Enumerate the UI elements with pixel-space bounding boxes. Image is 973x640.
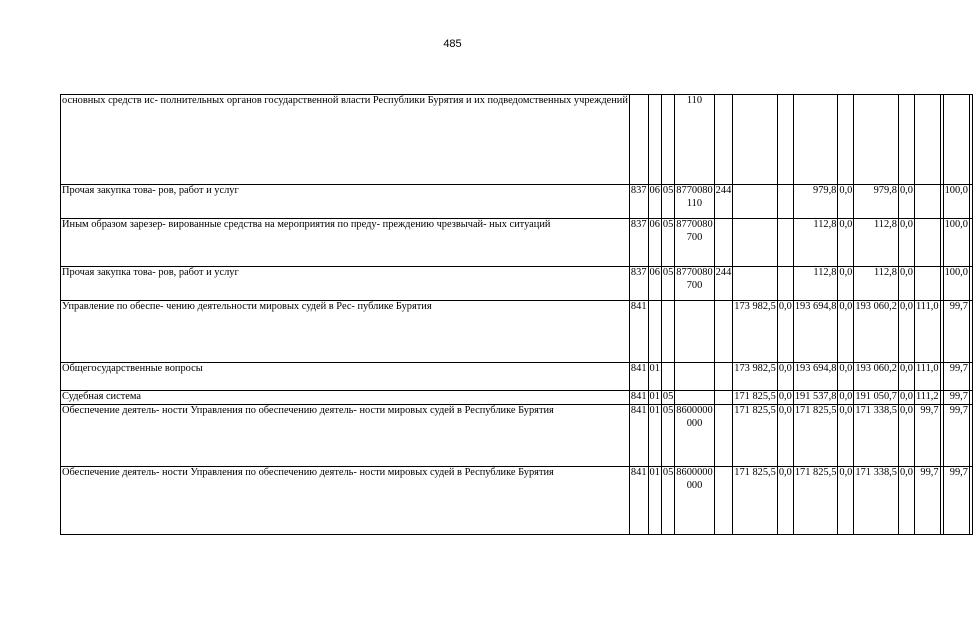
table-row <box>61 219 973 267</box>
empty-cell <box>969 185 972 219</box>
value-cell <box>898 219 914 267</box>
value-cell <box>777 391 793 405</box>
percent-cell <box>914 185 940 219</box>
percent-cell <box>914 267 940 301</box>
expense-type-cell <box>714 219 733 267</box>
value-text: 0,0 <box>839 391 853 402</box>
subsection-code-text: 05 <box>662 467 674 478</box>
value-cell <box>838 391 854 405</box>
value-text: 979,8 <box>873 185 897 196</box>
percent-text: 99,7 <box>949 301 968 312</box>
value-cell <box>854 467 899 535</box>
value-cell <box>777 467 793 535</box>
percent-cell <box>914 301 940 363</box>
value-text: 171 825,5 <box>794 467 837 478</box>
percent-text: 111,0 <box>915 301 939 312</box>
item-name-text: Прочая закупка това- ров, работ и услуг <box>62 185 239 196</box>
value-text: 0,0 <box>899 467 913 478</box>
target-article-cell <box>675 95 714 185</box>
ministry-code-cell <box>629 391 648 405</box>
table-row <box>61 301 973 363</box>
target-article-cell <box>675 185 714 219</box>
value-cell <box>777 267 793 301</box>
subsection-code-cell <box>661 405 674 467</box>
ministry-code-cell <box>629 363 648 391</box>
value-cell <box>854 95 899 185</box>
value-cell <box>854 391 899 405</box>
value-cell <box>838 405 854 467</box>
item-name-cell <box>61 267 630 301</box>
section-code-text: 06 <box>649 267 660 278</box>
value-text: 112,8 <box>813 267 837 278</box>
section-code-cell <box>648 95 661 185</box>
target-article-main: 8770080 <box>676 185 713 196</box>
ministry-code-text: 841 <box>630 405 647 416</box>
percent-text: 111,2 <box>915 391 939 402</box>
value-text: 979,8 <box>813 185 837 196</box>
percent-cell <box>914 363 940 391</box>
item-name-cell <box>61 405 630 467</box>
value-cell <box>898 185 914 219</box>
empty-cell <box>969 219 972 267</box>
value-text: 0,0 <box>778 301 792 312</box>
value-text: 0,0 <box>778 363 792 374</box>
value-cell <box>777 363 793 391</box>
percent-cell <box>943 363 969 391</box>
value-cell <box>733 363 778 391</box>
percent-text: 99,7 <box>920 467 939 478</box>
value-text: 0,0 <box>899 363 913 374</box>
percent-cell <box>914 467 940 535</box>
percent-text: 99,7 <box>949 363 968 374</box>
item-name-text: Управление по обеспе- чению деятельности мировых судей в Рес- публике Бурятия <box>62 301 432 312</box>
target-article-cell <box>675 219 714 267</box>
value-cell <box>777 405 793 467</box>
target-article-suffix: 700 <box>686 231 703 243</box>
empty-cell <box>969 405 972 467</box>
percent-text: 100,0 <box>944 185 968 196</box>
target-article-suffix: 700 <box>686 279 703 291</box>
percent-text: 99,7 <box>920 405 939 416</box>
section-code-cell <box>648 219 661 267</box>
section-code-text: 01 <box>649 391 660 402</box>
empty-cell <box>969 301 972 363</box>
value-cell <box>777 95 793 185</box>
subsection-code-cell <box>661 391 674 405</box>
item-name-cell <box>61 391 630 405</box>
percent-text: 99,7 <box>949 405 968 416</box>
expense-type-cell <box>714 267 733 301</box>
expense-type-cell <box>714 95 733 185</box>
table-row <box>61 405 973 467</box>
expense-type-text: 244 <box>715 267 732 278</box>
item-name-cell <box>61 301 630 363</box>
subsection-code-text: 05 <box>662 391 674 402</box>
ministry-code-text: 841 <box>630 363 647 374</box>
subsection-code-cell <box>661 467 674 535</box>
value-text: 0,0 <box>899 405 913 416</box>
value-text: 0,0 <box>778 391 792 402</box>
value-cell <box>793 405 838 467</box>
value-text: 173 982,5 <box>734 301 776 312</box>
subsection-code-cell <box>661 267 674 301</box>
value-text: 0,0 <box>899 391 913 402</box>
subsection-code-text: 05 <box>662 267 674 278</box>
value-text: 171 338,5 <box>855 467 897 478</box>
item-name-cell <box>61 363 630 391</box>
percent-text: 100,0 <box>944 267 968 278</box>
value-cell <box>733 95 778 185</box>
expense-type-cell <box>714 405 733 467</box>
percent-cell <box>943 301 969 363</box>
target-article-cell <box>675 301 714 363</box>
value-cell <box>733 219 778 267</box>
value-cell <box>854 405 899 467</box>
target-article-suffix: 110 <box>686 95 703 106</box>
ministry-code-cell <box>629 219 648 267</box>
percent-text: 99,7 <box>949 467 968 478</box>
item-name-text: Прочая закупка това- ров, работ и услуг <box>62 267 239 278</box>
value-cell <box>898 363 914 391</box>
value-cell <box>838 467 854 535</box>
subsection-code-cell <box>661 219 674 267</box>
subsection-code-cell <box>661 301 674 363</box>
percent-cell <box>943 95 969 185</box>
empty-cell <box>969 363 972 391</box>
subsection-code-cell <box>661 95 674 185</box>
table-row <box>61 391 973 405</box>
target-article-main: 8770080 <box>676 267 713 278</box>
item-name-text: Иным образом зарезер- вированные средства на мероприятия по преду- преждению чрезвычай- ных ситуаций <box>62 219 551 230</box>
section-code-cell <box>648 301 661 363</box>
item-name-text: Обеспечение деятель- ности Управления по обеспечению деятель- ности мировых судей в Республике Бурятия <box>62 405 554 416</box>
target-article-main: 8770080 <box>676 219 713 230</box>
section-code-text: 06 <box>649 185 660 196</box>
item-name-cell <box>61 467 630 535</box>
page-number: 485 <box>443 38 462 50</box>
ministry-code-cell <box>629 405 648 467</box>
section-code-cell <box>648 267 661 301</box>
value-cell <box>793 301 838 363</box>
empty-cell <box>969 267 972 301</box>
value-cell <box>898 467 914 535</box>
subsection-code-cell <box>661 363 674 391</box>
value-text: 171 825,5 <box>734 391 776 402</box>
value-text: 191 537,8 <box>794 391 837 402</box>
section-code-text: 01 <box>649 467 660 478</box>
ministry-code-cell <box>629 301 648 363</box>
target-article-suffix: 000 <box>686 479 703 491</box>
section-code-cell <box>648 391 661 405</box>
percent-text: 99,7 <box>949 391 968 402</box>
percent-cell <box>943 219 969 267</box>
value-cell <box>838 267 854 301</box>
table-row <box>61 363 973 391</box>
value-cell <box>777 185 793 219</box>
table-row <box>61 267 973 301</box>
value-cell <box>733 185 778 219</box>
expense-type-cell <box>714 363 733 391</box>
value-text: 0,0 <box>839 267 853 278</box>
value-text: 193 060,2 <box>855 301 897 312</box>
value-text: 193 694,8 <box>794 301 837 312</box>
value-cell <box>838 363 854 391</box>
ministry-code-text: 841 <box>630 391 647 402</box>
value-cell <box>793 185 838 219</box>
percent-cell <box>943 405 969 467</box>
subsection-code-text: 05 <box>662 185 674 196</box>
ministry-code-text: 837 <box>630 267 647 278</box>
value-cell <box>854 363 899 391</box>
value-cell <box>838 219 854 267</box>
expense-type-cell <box>714 467 733 535</box>
percent-text: 111,0 <box>915 363 939 374</box>
value-cell <box>733 267 778 301</box>
ministry-code-cell <box>629 185 648 219</box>
value-text: 0,0 <box>839 405 853 416</box>
percent-cell <box>943 185 969 219</box>
value-text: 112,8 <box>873 219 897 230</box>
value-text: 191 050,7 <box>855 391 897 402</box>
value-cell <box>793 467 838 535</box>
value-text: 0,0 <box>899 185 913 196</box>
value-cell <box>838 185 854 219</box>
empty-cell <box>969 95 972 185</box>
value-cell <box>793 95 838 185</box>
value-cell <box>838 95 854 185</box>
target-article-cell <box>675 467 714 535</box>
value-text: 0,0 <box>839 301 853 312</box>
percent-cell <box>914 219 940 267</box>
value-text: 193 060,2 <box>855 363 897 374</box>
value-text: 0,0 <box>839 219 853 230</box>
value-text: 112,8 <box>873 267 897 278</box>
expense-type-cell <box>714 391 733 405</box>
target-article-cell <box>675 267 714 301</box>
target-article-suffix: 000 <box>686 417 703 429</box>
percent-cell <box>914 95 940 185</box>
table-row <box>61 185 973 219</box>
value-text: 112,8 <box>813 219 837 230</box>
percent-cell <box>914 405 940 467</box>
value-text: 0,0 <box>839 185 853 196</box>
value-cell <box>898 95 914 185</box>
section-code-cell <box>648 405 661 467</box>
section-code-cell <box>648 467 661 535</box>
expense-type-text: 244 <box>715 185 732 196</box>
table-body <box>61 95 973 535</box>
value-cell <box>898 301 914 363</box>
value-cell <box>898 267 914 301</box>
value-text: 171 338,5 <box>855 405 897 416</box>
section-code-cell <box>648 363 661 391</box>
percent-cell <box>914 391 940 405</box>
value-cell <box>733 405 778 467</box>
item-name-text: Обеспечение деятель- ности Управления по обеспечению деятель- ности мировых судей в Республике Бурятия <box>62 467 554 478</box>
target-article-main: 8600000 <box>676 405 713 416</box>
percent-cell <box>943 267 969 301</box>
value-cell <box>854 267 899 301</box>
value-cell <box>854 185 899 219</box>
section-code-text: 01 <box>649 405 660 416</box>
table-row <box>61 467 973 535</box>
item-name-cell <box>61 185 630 219</box>
target-article-cell <box>675 391 714 405</box>
value-text: 171 825,5 <box>734 467 776 478</box>
value-text: 0,0 <box>899 267 913 278</box>
value-cell <box>793 363 838 391</box>
item-name-cell <box>61 219 630 267</box>
value-cell <box>733 391 778 405</box>
subsection-code-text: 05 <box>662 405 674 416</box>
expense-type-cell <box>714 301 733 363</box>
value-cell <box>854 301 899 363</box>
value-text: 193 694,8 <box>794 363 837 374</box>
value-cell <box>793 391 838 405</box>
target-article-cell <box>675 405 714 467</box>
ministry-code-text: 841 <box>630 467 647 478</box>
value-cell <box>898 391 914 405</box>
value-cell <box>733 467 778 535</box>
value-cell <box>777 301 793 363</box>
item-name-text: основных средств ис- полнительных органов государственной власти Республики Бурятия и их подведомственных учреждений <box>62 95 628 106</box>
table-row <box>61 95 973 185</box>
subsection-code-text: 05 <box>662 219 674 230</box>
value-text: 0,0 <box>778 405 792 416</box>
value-cell <box>733 301 778 363</box>
subsection-code-cell <box>661 185 674 219</box>
value-cell <box>793 219 838 267</box>
ministry-code-cell <box>629 467 648 535</box>
ministry-code-text: 841 <box>630 301 647 312</box>
value-text: 0,0 <box>778 467 792 478</box>
value-cell <box>838 301 854 363</box>
value-cell <box>854 219 899 267</box>
percent-cell <box>943 391 969 405</box>
value-text: 0,0 <box>899 219 913 230</box>
ministry-code-text: 837 <box>630 185 647 196</box>
value-cell <box>793 267 838 301</box>
item-name-cell <box>61 95 630 185</box>
value-text: 171 825,5 <box>794 405 837 416</box>
empty-cell <box>969 467 972 535</box>
ministry-code-cell <box>629 95 648 185</box>
value-text: 0,0 <box>839 363 853 374</box>
percent-text: 100,0 <box>944 219 968 230</box>
percent-cell <box>943 467 969 535</box>
value-text: 171 825,5 <box>734 405 776 416</box>
section-code-text: 06 <box>649 219 660 230</box>
value-cell <box>898 405 914 467</box>
item-name-text: Судебная система <box>62 391 141 402</box>
expense-type-cell <box>714 185 733 219</box>
value-text: 0,0 <box>839 467 853 478</box>
value-text: 173 982,5 <box>734 363 776 374</box>
value-text: 0,0 <box>899 301 913 312</box>
budget-table <box>60 94 973 535</box>
value-cell <box>777 219 793 267</box>
ministry-code-cell <box>629 267 648 301</box>
item-name-text: Общегосударственные вопросы <box>62 363 203 374</box>
empty-cell <box>969 391 972 405</box>
ministry-code-text: 837 <box>630 219 647 230</box>
target-article-cell <box>675 363 714 391</box>
section-code-text: 01 <box>649 363 660 374</box>
section-code-cell <box>648 185 661 219</box>
target-article-suffix: 110 <box>686 197 703 209</box>
target-article-main: 8600000 <box>676 467 713 478</box>
